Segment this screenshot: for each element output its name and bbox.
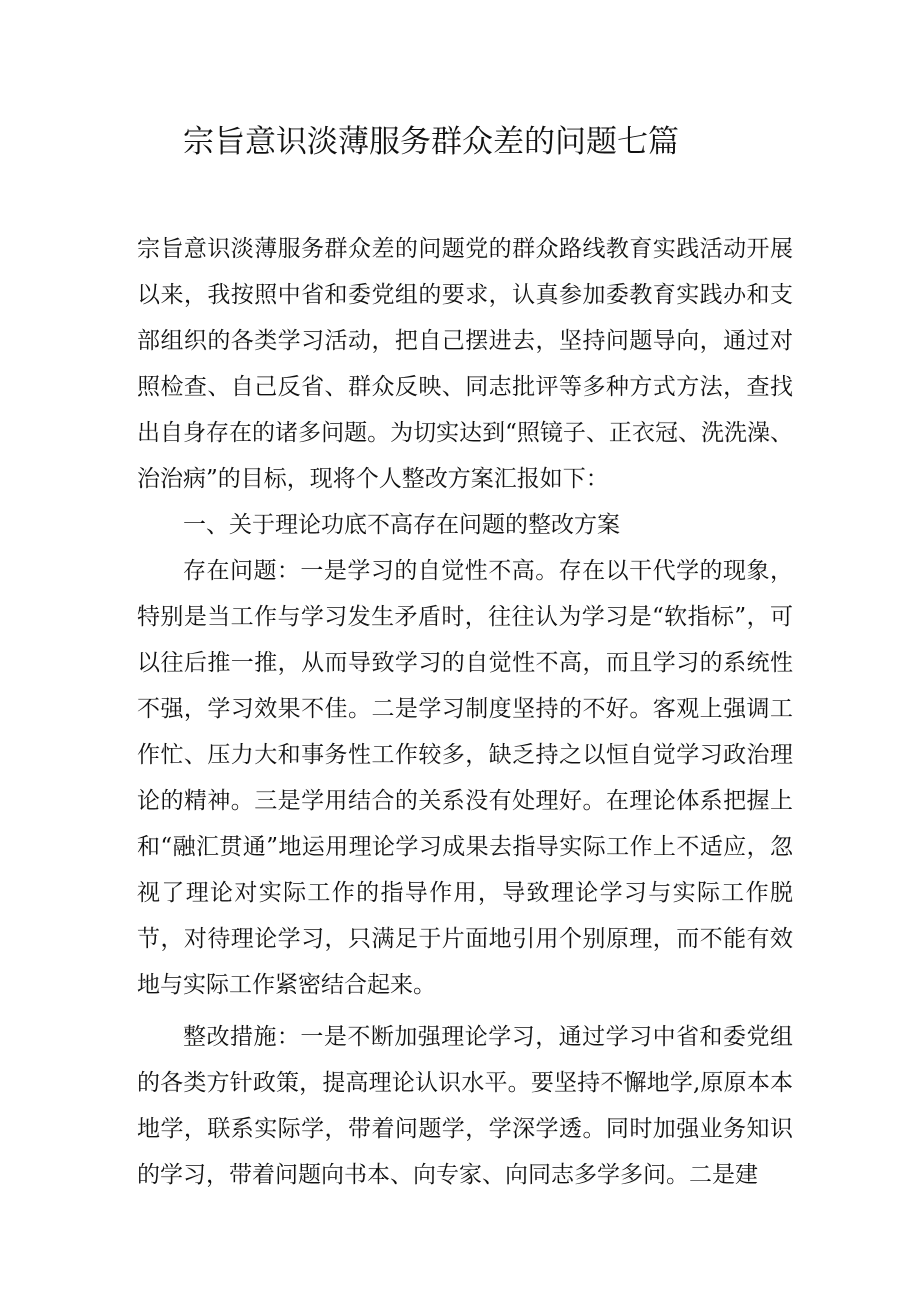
document-body (137, 226, 793, 1198)
measures-paragraph: 整改措施：一是不断加强理论学习，通过学习中省和委党组的各类方针政策，提高理论认识水平。要坚持不懈地学,原原本本地学，联系实际学，带着问题学，学深学透。同时加强业务知识的学习，带着问题向书本、向专家、向同志多学多问。二是建 (137, 1024, 793, 1188)
problems-paragraph: 存在问题：一是学习的自觉性不高。存在以干代学的现象，特别是当工作与学习发生矛盾时，往往认为学习是“软指标”，可以往后推一推，从而导致学习的自觉性不高，而且学习的系统性不强，学习效果不佳。二是学习制度坚持的不好。客观上强调工作忙、压力大和事务性工作较多，缺乏持之以恒自觉学习政治理论的精神。三是学用结合的关系没有处理好。在理论体系把握上和“融汇贯通”地运用理论学习成果去指导实际工作上不适应，忽视了理论对实际工作的指导作用，导致理论学习与实际工作脱节，对待理论学习，只满足于片面地引用个别原理，而不能有效地与实际工作紧密结合起来。 (137, 558, 793, 998)
section-heading: 一、关于理论功底不高存在问题的整改方案 (183, 512, 620, 538)
document-title: 宗旨意识淡薄服务群众差的问题七篇 (183, 124, 679, 160)
intro-paragraph: 宗旨意识淡薄服务群众差的问题党的群众路线教育实践活动开展以来，我按照中省和委党组的要求，认真参加委教育实践办和支部组织的各类学习活动，把自己摆进去，坚持问题导向，通过对照检查、自己反省、群众反映、同志批评等多种方式方法，查找出自身存在的诸多问题。为切实达到“照镜子、正衣冠、洗洗澡、治治病”的目标，现将个人整改方案汇报如下： (137, 236, 793, 492)
